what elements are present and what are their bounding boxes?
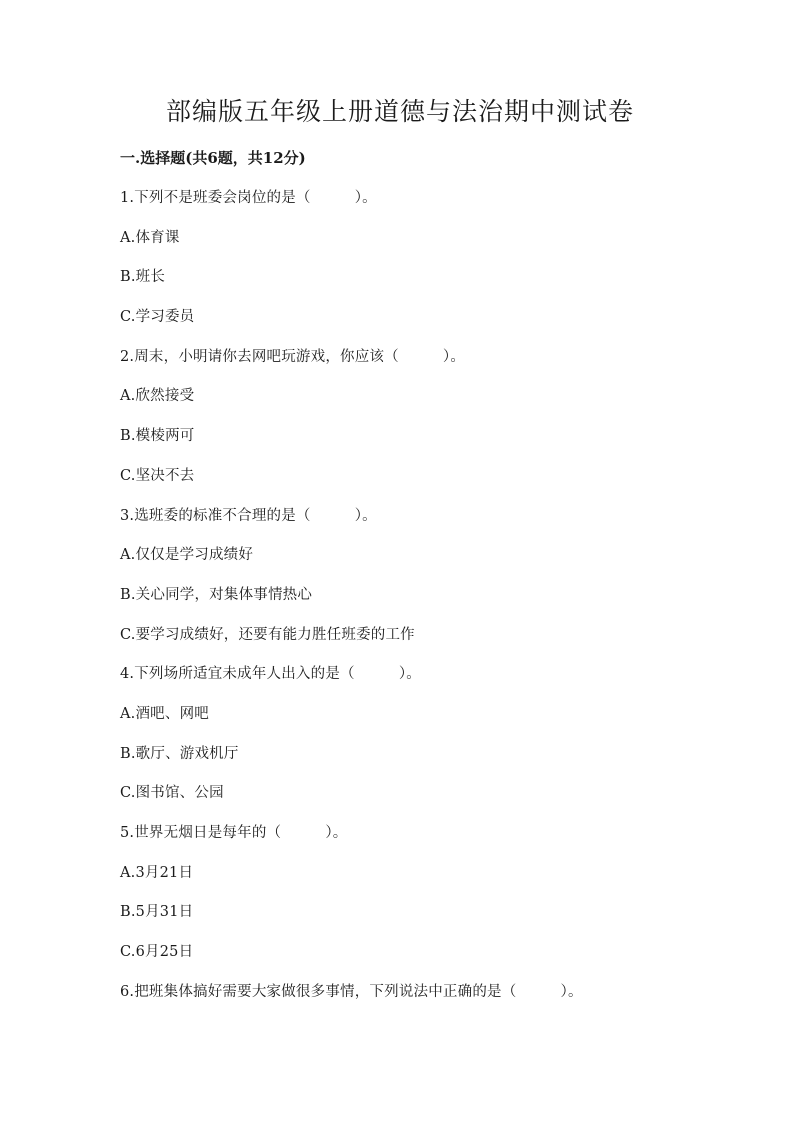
answer-option: C.要学习成绩好，还要有能力胜任班委的工作	[120, 626, 415, 643]
answer-option: A.仅仅是学习成绩好	[120, 547, 254, 564]
answer-option: B.班长	[120, 269, 166, 286]
answer-option: C.坚决不去	[120, 467, 195, 484]
page-title: 部编版五年级上册道德与法治期中测试卷	[165, 97, 634, 126]
answer-option: A.欣然接受	[120, 388, 195, 405]
answer-option: A.3月21日	[120, 864, 194, 881]
answer-option: C.6月25日	[120, 944, 194, 961]
answer-option: B.歌厅、游戏机厅	[120, 745, 239, 762]
answer-option: A.酒吧、网吧	[120, 705, 209, 722]
question-stem: 2.周末，小明请你去网吧玩游戏，你应该（ ）。	[120, 348, 466, 365]
answer-option: C.图书馆、公园	[120, 785, 224, 802]
question-stem: 1.下列不是班委会岗位的是（ ）。	[120, 190, 377, 206]
answer-option: B.模棱两可	[120, 428, 195, 445]
question-stem: 3.选班委的标准不合理的是（ ）。	[120, 507, 377, 524]
answer-option: B.关心同学，对集体事情热心	[120, 586, 313, 603]
question-stem: 6.把班集体搞好需要大家做很多事情，下列说法中正确的是（ ）。	[120, 983, 583, 1000]
answer-option: C.学习委员	[120, 309, 195, 326]
question-list	[120, 186, 583, 1019]
section-heading: 一.选择题(共6题，共12分)	[120, 149, 306, 167]
question-stem: 5.世界无烟日是每年的（ ）。	[120, 825, 348, 841]
answer-option: A.体育课	[120, 229, 180, 246]
answer-option: B.5月31日	[120, 904, 194, 921]
question-stem: 4.下列场所适宜未成年人出入的是（ ）。	[120, 666, 421, 683]
